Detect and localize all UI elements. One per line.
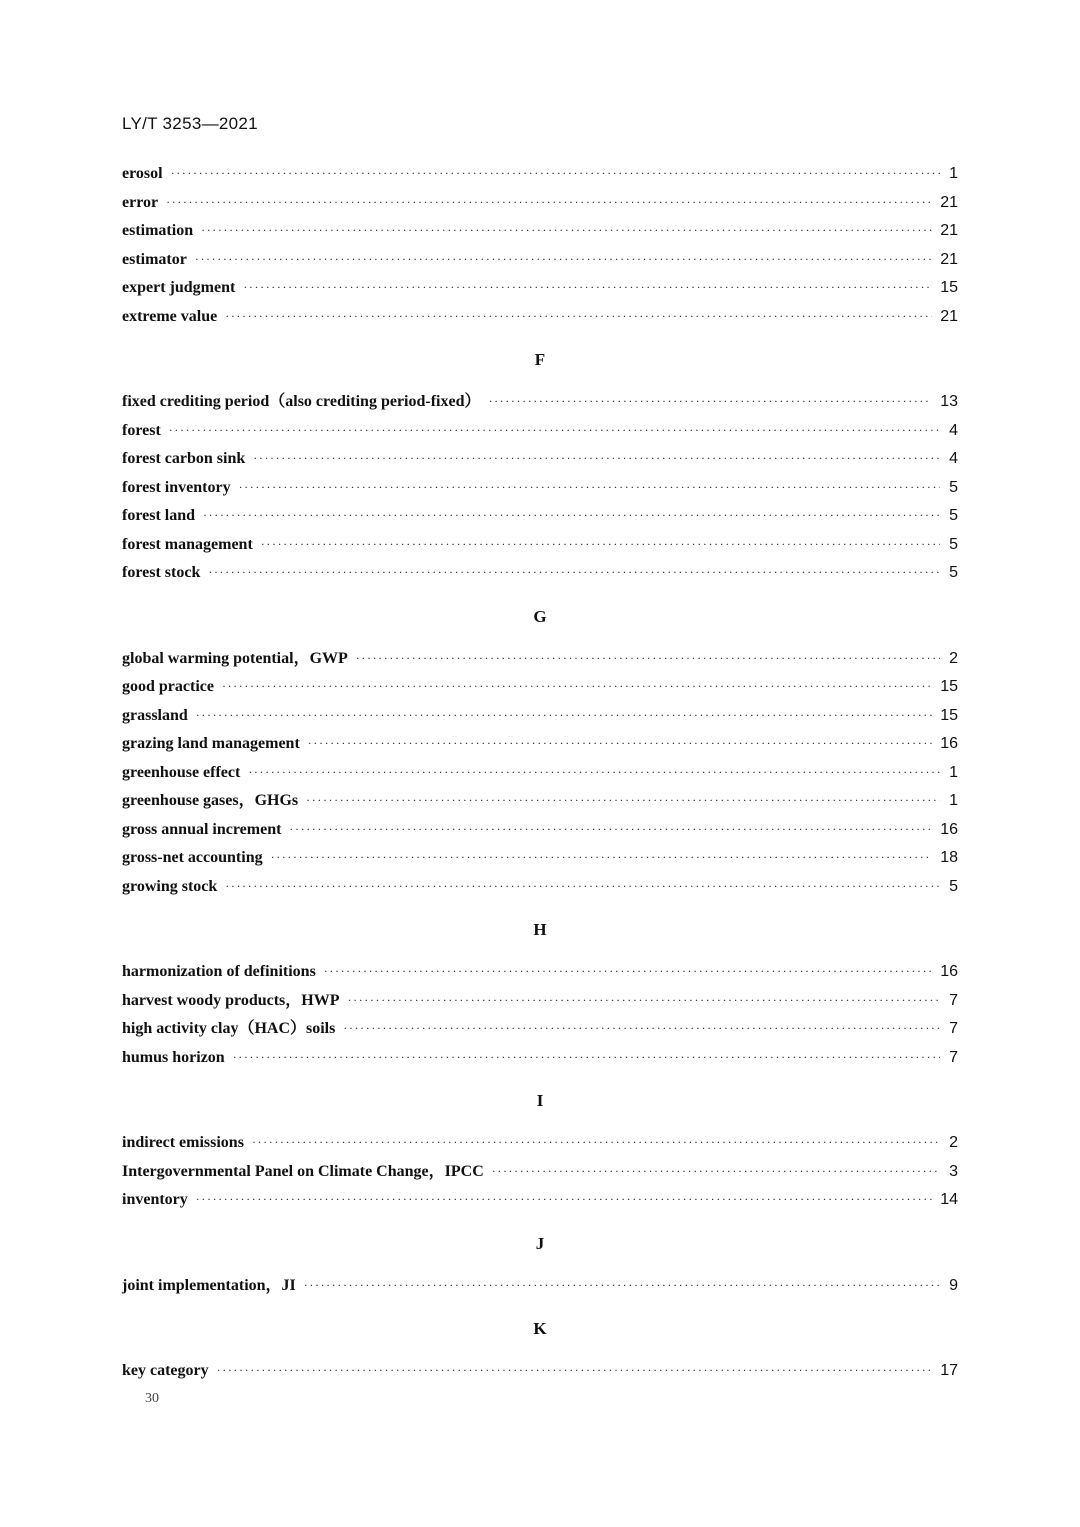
index-page-number: 5: [949, 535, 958, 553]
index-entry: [122, 958, 958, 987]
index-page-number: 15: [940, 678, 958, 695]
dot-leader: [324, 957, 932, 986]
index-entry: [122, 1272, 958, 1301]
dot-leader: [356, 644, 940, 673]
index-page-number: 5: [949, 478, 958, 496]
index-section-j: [122, 1216, 958, 1301]
dot-leader: [203, 501, 940, 530]
index-entry: [122, 1186, 958, 1215]
index-entry: [122, 274, 958, 303]
dot-leader: [489, 387, 933, 416]
index-term: forest management: [122, 535, 253, 553]
index-term: growing stock: [122, 877, 218, 895]
index-entry: [122, 730, 958, 759]
index-page-number: 14: [940, 1191, 958, 1208]
index-term: harmonization of definitions: [122, 963, 316, 980]
dot-leader: [171, 159, 940, 188]
dot-leader: [196, 701, 932, 730]
index-entry: [122, 417, 958, 446]
index-entry: [122, 388, 958, 417]
index-page-number: 16: [940, 820, 958, 838]
index-term: greenhouse gases，GHGs: [122, 792, 299, 809]
index-page-number: 1: [949, 792, 958, 809]
index-entry: [122, 189, 958, 218]
index-entry: [122, 645, 958, 674]
index-term: extreme value: [122, 307, 218, 325]
index-entry: [122, 303, 958, 332]
index-page-number: 21: [940, 222, 958, 239]
index-page-number: 15: [940, 279, 958, 296]
dot-leader: [225, 302, 932, 331]
index-page-number: 7: [949, 991, 958, 1009]
dot-leader: [243, 273, 932, 302]
page-number: 30: [145, 1391, 159, 1406]
dot-leader: [308, 729, 932, 758]
index-page-number: 15: [940, 706, 958, 724]
index-page-number: 4: [949, 421, 958, 439]
index-page-number: 17: [940, 1362, 958, 1379]
index-entry: [122, 673, 958, 702]
index-page-number: 16: [940, 735, 958, 752]
index-entry: [122, 844, 958, 873]
section-letter-heading: F: [534, 350, 546, 369]
dot-leader: [225, 872, 940, 901]
index-term: forest carbon sink: [122, 450, 246, 467]
index-section-e: [122, 160, 958, 331]
index-entry: [122, 1015, 958, 1044]
index-term: grazing land management: [122, 735, 300, 752]
dot-leader: [306, 786, 940, 815]
index-entry: [122, 246, 958, 275]
index-term: high activity clay（HAC）soils: [122, 1020, 336, 1037]
index-entry: [122, 502, 958, 531]
index-section-h: [122, 902, 958, 1072]
index-term: gross-net accounting: [122, 849, 263, 866]
dot-leader: [208, 558, 940, 587]
dot-leader: [201, 216, 932, 245]
dot-leader: [195, 245, 932, 274]
dot-leader: [253, 444, 940, 473]
index-entry: [122, 531, 958, 560]
index-term: inventory: [122, 1191, 188, 1208]
index-term: expert judgment: [122, 279, 236, 296]
dot-leader: [233, 1043, 940, 1072]
index-term: grassland: [122, 706, 188, 724]
index-section-k: [122, 1301, 958, 1386]
index-term: harvest woody products，HWP: [122, 991, 340, 1009]
index-page-number: 4: [949, 450, 958, 467]
index-entry: [122, 160, 958, 189]
index-term: forest land: [122, 507, 196, 524]
index-entry: [122, 787, 958, 816]
index-entry: [122, 759, 958, 788]
dot-leader: [248, 758, 940, 787]
index-term: estimator: [122, 250, 187, 268]
dot-leader: [289, 815, 932, 844]
index-term: humus horizon: [122, 1048, 225, 1066]
index-entry: [122, 217, 958, 246]
document-code: LY/T 3253—2021: [122, 114, 258, 133]
index-term: global warming potential，GWP: [122, 649, 348, 667]
section-letter-heading: I: [536, 1091, 544, 1110]
index-entry: [122, 1044, 958, 1073]
index-page-number: 21: [940, 193, 958, 211]
index-term: forest inventory: [122, 478, 231, 496]
index-term: gross annual increment: [122, 820, 282, 838]
dot-leader: [304, 1271, 940, 1300]
dot-leader: [261, 530, 940, 559]
index-entry: [122, 702, 958, 731]
index-page-number: 1: [949, 763, 958, 781]
index-page-number: 5: [949, 564, 958, 581]
index-term: fixed crediting period（also crediting period-fixed）: [122, 393, 481, 410]
index-term: indirect emissions: [122, 1134, 244, 1151]
index-term: forest stock: [122, 564, 201, 581]
index-page-number: 5: [949, 877, 958, 895]
dot-leader: [348, 986, 941, 1015]
section-letter-heading: K: [533, 1319, 547, 1338]
index-page-number: 7: [949, 1048, 958, 1066]
dot-leader: [166, 188, 932, 217]
index-page-number: 3: [949, 1162, 958, 1180]
index-page-number: 5: [949, 507, 958, 524]
index-page-number: 13: [940, 393, 958, 410]
index-page-number: 7: [949, 1020, 958, 1037]
index-page-number: 21: [940, 307, 958, 325]
index-page-number: 16: [940, 963, 958, 980]
dot-leader: [222, 672, 932, 701]
index-page-number: 1: [949, 165, 958, 182]
index-term: good practice: [122, 678, 214, 695]
dot-leader: [252, 1128, 940, 1157]
index-page-number: 2: [949, 649, 958, 667]
index-term: greenhouse effect: [122, 763, 241, 781]
index-entry: [122, 816, 958, 845]
index-term: error: [122, 193, 159, 211]
index-term: key category: [122, 1362, 209, 1379]
dot-leader: [217, 1356, 933, 1385]
index-section-i: [122, 1073, 958, 1215]
section-letter-heading: G: [533, 606, 547, 626]
index-entry: [122, 987, 958, 1016]
index-entry: [122, 445, 958, 474]
index-page-number: 18: [940, 849, 958, 866]
index-entry: [122, 559, 958, 588]
index-term: forest: [122, 421, 161, 439]
index-entry: [122, 1357, 958, 1386]
dot-leader: [169, 416, 940, 445]
index-term: Intergovernmental Panel on Climate Change，IPCC: [122, 1162, 484, 1180]
index-page-number: 2: [949, 1134, 958, 1151]
section-letter-heading: J: [535, 1233, 545, 1253]
section-letter-heading: H: [533, 920, 547, 939]
index-list: [122, 160, 958, 1386]
index-section-g: [122, 589, 958, 902]
index-term: joint implementation，JI: [122, 1276, 296, 1294]
dot-leader: [343, 1014, 940, 1043]
index-entry: [122, 1158, 958, 1187]
index-page-number: 21: [940, 250, 958, 268]
dot-leader: [271, 843, 933, 872]
index-page-number: 9: [949, 1276, 958, 1294]
index-entry: [122, 1129, 958, 1158]
index-term: erosol: [122, 165, 163, 182]
index-term: estimation: [122, 222, 194, 239]
index-entry: [122, 873, 958, 902]
index-section-f: [122, 332, 958, 588]
dot-leader: [492, 1157, 940, 1186]
dot-leader: [239, 473, 940, 502]
dot-leader: [196, 1185, 932, 1214]
index-entry: [122, 474, 958, 503]
